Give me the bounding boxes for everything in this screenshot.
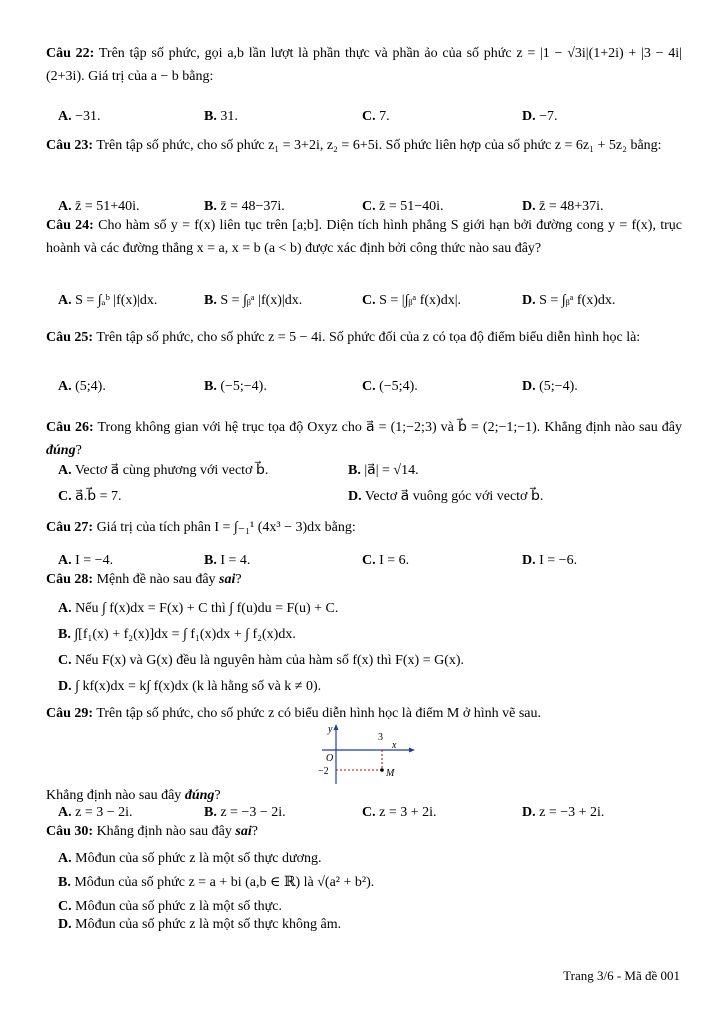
question-tail: ?	[251, 824, 258, 839]
question-text: Khẳng định nào sau đây	[96, 824, 232, 839]
option-c: Nếu F(x) và G(x) đều là nguyên hàm của hàm số f(x) thì F(x) = G(x).	[75, 653, 465, 668]
option-c: I = 6.	[379, 553, 410, 568]
option-b-label: B.	[58, 875, 71, 890]
option-a-label: A.	[58, 601, 72, 616]
question-24	[46, 214, 682, 260]
option-a: z = 3 − 2i.	[75, 805, 133, 820]
option-b: S = ∫ᵦᵃ |f(x)|dx.	[220, 293, 303, 308]
option-c-label: C.	[58, 899, 72, 914]
question-23	[46, 134, 682, 157]
option-c-label: C.	[362, 379, 376, 394]
y-tick-label: −2	[318, 766, 329, 777]
point-m	[380, 768, 384, 772]
question-text: Trên tập số phức, cho số phức z = 5 − 4i. Số phức đối của z có tọa độ điểm biểu diễn hình học là:	[96, 330, 641, 345]
option-b-label: B.	[348, 463, 361, 478]
option-d: I = −6.	[539, 553, 578, 568]
question-26	[46, 416, 682, 462]
x-label: x	[392, 740, 397, 751]
question-label: Câu 30:	[46, 824, 94, 839]
question-text: Trên tập số phức, cho số phức z có biểu diễn hình học là điểm M ở hình vẽ sau.	[96, 706, 542, 721]
option-d-label: D.	[58, 917, 72, 932]
option-a: S = ∫ₐᵇ |f(x)|dx.	[75, 293, 158, 308]
option-c-label: C.	[362, 293, 376, 308]
question-text: Cho hàm số y = f(x) liên tục trên [a;b]. Diện tích hình phẳng S giới hạn bởi đường cong y = f(x), trục hoành và các đường thẳng x = a, x = b (a < b) được xác định bởi công thức nào sau đây?	[46, 218, 683, 256]
question-label: Câu 25:	[46, 330, 94, 345]
option-a: −31.	[75, 109, 101, 124]
option-a-label: A.	[58, 851, 72, 866]
option-a-row	[58, 848, 682, 870]
option-a: Nếu ∫ f(x)dx = F(x) + C thì ∫ f(u)du = F(u) + C.	[75, 601, 339, 616]
option-d: −7.	[539, 109, 558, 124]
option-c-label: C.	[58, 653, 72, 668]
question-tail: ?	[235, 572, 242, 587]
option-b-row	[58, 624, 682, 646]
option-a-label: A.	[58, 463, 72, 478]
options-22	[58, 106, 682, 128]
option-c: z̄ = 51−40i.	[379, 199, 444, 214]
question-29	[46, 702, 682, 725]
option-b-label: B.	[58, 627, 71, 642]
question-tail: ?	[75, 443, 82, 458]
option-c-label: C.	[58, 489, 72, 504]
option-b-label: B.	[204, 293, 217, 308]
question-27	[46, 516, 682, 539]
option-b-label: B.	[204, 199, 217, 214]
option-c: S = |∫ᵦᵃ f(x)dx|.	[379, 293, 462, 308]
option-c-label: C.	[362, 553, 376, 568]
point-label: M	[386, 768, 395, 779]
option-d-label: D.	[522, 293, 536, 308]
option-c: Môđun của số phức z là một số thực.	[75, 899, 282, 914]
question-emphasis: đúng	[184, 788, 215, 803]
option-a: Vectơ a⃗ cùng phương với vectơ b⃗.	[74, 463, 269, 478]
option-b: ∫[f₁(x) + f₂(x)]dx = ∫ f₁(x)dx + ∫ f₂(x)dx.	[74, 627, 296, 642]
question-text: Giá trị của tích phân I = ∫₋₁¹ (4x³ − 3)dx bằng:	[96, 520, 356, 535]
option-c-label: C.	[362, 805, 376, 820]
question-emphasis: đúng	[46, 443, 76, 458]
question-text: Trên tập số phức, gọi a,b lần lượt là phần thực và phần ảo của số phức z = |1 − √3i|(1+2i) + |3 − 4i|(2+3i). Giá trị của a − b bằng:	[46, 46, 682, 84]
origin-label: O	[326, 753, 334, 764]
option-a-label: A.	[58, 379, 72, 394]
option-a-label: A.	[58, 199, 72, 214]
options-26-row1	[58, 460, 682, 482]
question-label: Câu 24:	[46, 218, 94, 233]
option-b: z = −3 − 2i.	[220, 805, 286, 820]
option-b: z̄ = 48−37i.	[220, 199, 285, 214]
x-tick-label: 3	[378, 732, 383, 743]
question-emphasis: sai	[219, 572, 236, 587]
y-arrow-icon	[334, 724, 339, 730]
option-d: Môđun của số phức z là một số thực không âm.	[75, 917, 342, 932]
question-28	[46, 568, 682, 591]
option-d: z̄ = 48+37i.	[539, 199, 604, 214]
option-c-label: C.	[362, 199, 376, 214]
question-label: Câu 22:	[46, 46, 95, 61]
option-c: z = 3 + 2i.	[379, 805, 437, 820]
options-24	[58, 290, 682, 312]
question-text: Trong không gian với hệ trục tọa độ Oxyz cho a⃗ = (1;−2;3) và b⃗ = (2;−1;−1). Khẳng định nào sau đây	[97, 420, 682, 435]
question-label: Câu 23:	[46, 138, 94, 153]
option-c: a⃗.b⃗ = 7.	[75, 489, 122, 504]
option-c: (−5;4).	[379, 379, 418, 394]
y-label: y	[328, 724, 333, 735]
question-text: Mệnh đề nào sau đây	[96, 572, 216, 587]
option-d: ∫ kf(x)dx = k∫ f(x)dx (k là hằng số và k ≠ 0).	[75, 679, 322, 694]
options-25	[58, 376, 682, 398]
question-label: Câu 27:	[46, 520, 94, 535]
option-a-label: A.	[58, 805, 72, 820]
option-a: I = −4.	[75, 553, 114, 568]
option-d: z = −3 + 2i.	[539, 805, 605, 820]
option-c-label: C.	[362, 109, 376, 124]
option-a: Môđun của số phức z là một số thực dương.	[75, 851, 322, 866]
question-text: Trên tập số phức, cho số phức z₁ = 3+2i, z₂ = 6+5i. Số phức liên hợp của số phức z = 6z₁ + 5z₂ bằng:	[96, 138, 662, 153]
option-d-label: D.	[58, 679, 72, 694]
option-a: z̄ = 51+40i.	[75, 199, 140, 214]
options-26-row2	[58, 486, 682, 508]
option-a-row	[58, 598, 682, 620]
option-c-row	[58, 650, 682, 672]
option-d: S = ∫ᵦᵃ f(x)dx.	[539, 293, 616, 308]
question-tail: ?	[214, 788, 221, 803]
complex-plane-figure	[316, 724, 416, 786]
question-label: Câu 28:	[46, 572, 94, 587]
option-b-label: B.	[204, 805, 217, 820]
option-d-label: D.	[522, 199, 536, 214]
option-b-label: B.	[204, 553, 217, 568]
question-22	[46, 42, 682, 88]
option-b: I = 4.	[220, 553, 251, 568]
option-d-row	[58, 914, 682, 936]
option-b: Môđun của số phức z = a + bi (a,b ∈ ℝ) là √(a² + b²).	[74, 875, 375, 890]
option-d-label: D.	[522, 379, 536, 394]
option-d-row	[58, 676, 682, 698]
option-d-label: D.	[348, 489, 362, 504]
question-emphasis: sai	[235, 824, 252, 839]
option-a: (5;4).	[75, 379, 106, 394]
question-label: Câu 26:	[46, 420, 94, 435]
option-d-label: D.	[522, 805, 536, 820]
option-a-label: A.	[58, 553, 72, 568]
option-b: (−5;−4).	[220, 379, 267, 394]
option-a-label: A.	[58, 293, 72, 308]
question-30	[46, 820, 682, 843]
question-25	[46, 326, 682, 349]
option-b-label: B.	[204, 109, 217, 124]
option-a-label: A.	[58, 109, 72, 124]
option-b-row	[58, 872, 682, 894]
question-label: Câu 29:	[46, 706, 94, 721]
question-text: Khẳng định nào sau đây	[46, 788, 182, 803]
page-footer: Trang 3/6 - Mã đề 001	[563, 968, 680, 983]
option-b-label: B.	[204, 379, 217, 394]
option-d: Vectơ a⃗ vuông góc với vectơ b⃗.	[364, 489, 544, 504]
option-c: 7.	[379, 109, 390, 124]
option-d-label: D.	[522, 109, 536, 124]
option-d-label: D.	[522, 553, 536, 568]
option-b: |a⃗| = √14.	[364, 463, 419, 478]
option-b: 31.	[220, 109, 238, 124]
x-arrow-icon	[409, 748, 415, 753]
option-d: (5;−4).	[539, 379, 578, 394]
